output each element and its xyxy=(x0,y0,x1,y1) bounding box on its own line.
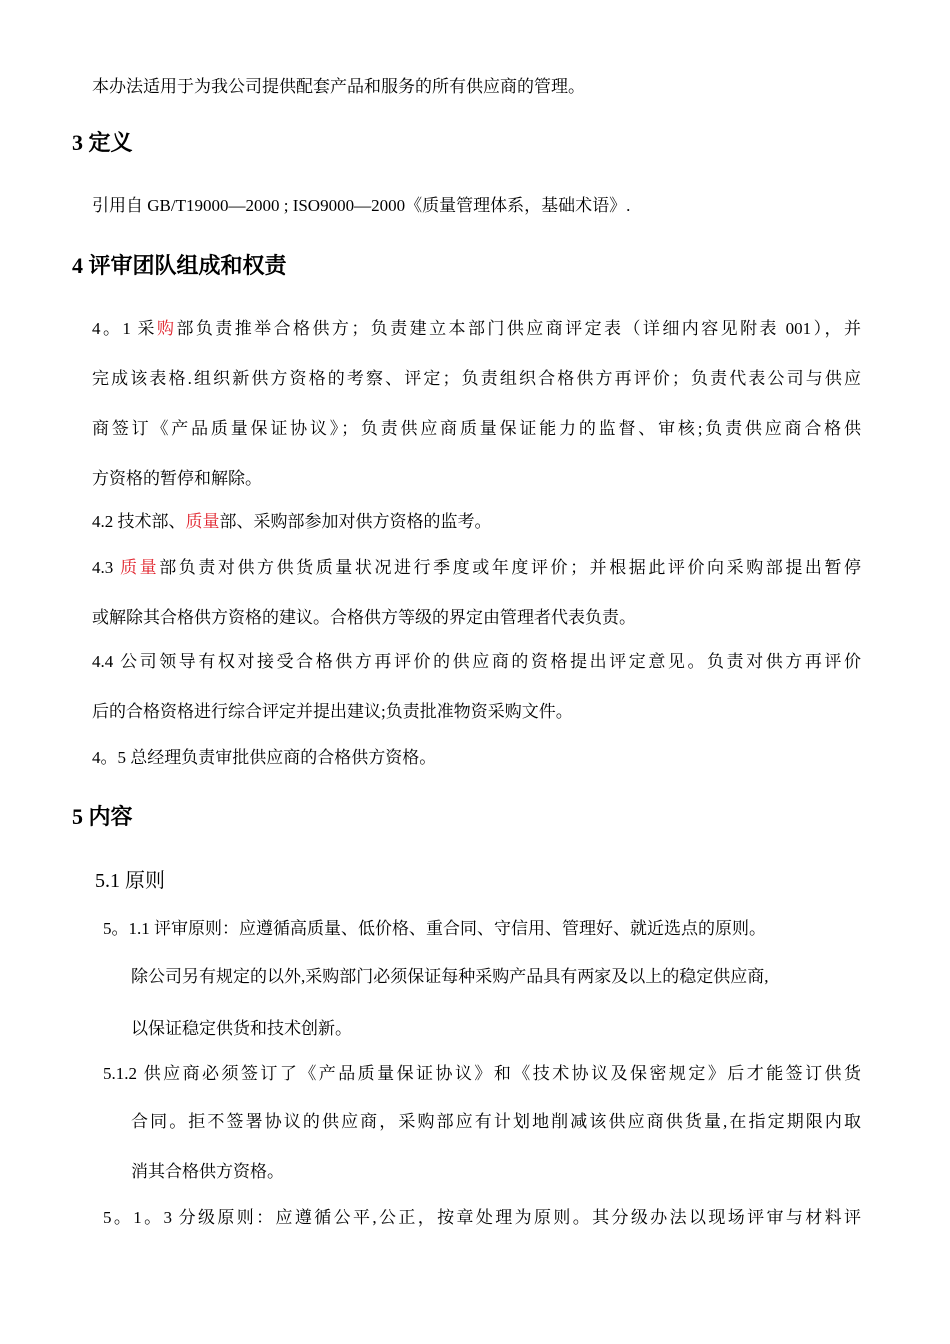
para-4-1-line-2: 完成该表格.组织新供方资格的考察、评定；负责组织合格供方再评价；负责代表公司与供应 xyxy=(92,369,861,388)
section-3-heading: 3 定义 xyxy=(72,130,133,155)
highlight-text: 购 xyxy=(157,319,177,338)
highlight-text: 质量 xyxy=(185,512,220,531)
para-5-1-2-line-3: 消其合格供方资格。 xyxy=(131,1162,284,1181)
scope-paragraph: 本办法适用于为我公司提供配套产品和服务的所有供应商的管理。 xyxy=(92,77,585,96)
para-4-5: 4。5 总经理负责审批供应商的合格供方资格。 xyxy=(92,748,437,767)
section-5-heading: 5 内容 xyxy=(72,804,133,829)
para-5-1-2-line-1: 5.1.2 供应商必须签订了《产品质量保证协议》和《技术协议及保密规定》后才能签订供货 xyxy=(103,1064,861,1083)
para-5-1-3-line-1: 5。1。3 分级原则：应遵循公平,公正，按章处理为原则。其分级办法以现场评审与材料评 xyxy=(103,1208,861,1227)
section-4-heading: 4 评审团队组成和权责 xyxy=(72,253,287,278)
para-4-1-line-4: 方资格的暂停和解除。 xyxy=(92,469,262,488)
para-5-1-2-line-2: 合同。拒不签署协议的供应商，采购部应有计划地削减该供应商供货量,在指定期限内取 xyxy=(131,1112,861,1131)
para-4-2: 4.2 技术部、质量部、采购部参加对供方资格的监考。 xyxy=(92,512,492,531)
para-5-1-1-line-3: 以保证稳定供货和技术创新。 xyxy=(131,1019,352,1038)
para-4-4-line-2: 后的合格资格进行综合评定并提出建议;负责批准物资采购文件。 xyxy=(92,702,573,721)
para-4-4-line-1: 4.4 公司领导有权对接受合格供方再评价的供应商的资格提出评定意见。负责对供方再评价 xyxy=(92,652,861,671)
subsection-5-1-heading: 5.1 原则 xyxy=(95,870,165,892)
para-4-1-line-1: 4。1 采购部负责推举合格供方；负责建立本部门供应商评定表（详细内容见附表 001），并 xyxy=(92,319,861,338)
para-5-1-1-line-1: 5。1.1 评审原则：应遵循高质量、低价格、重合同、守信用、管理好、就近选点的原则。 xyxy=(103,919,766,938)
para-5-1-1-line-2: 除公司另有规定的以外,采购部门必须保证每种采购产品具有两家及以上的稳定供应商, xyxy=(131,967,769,986)
section-3-text: 引用自 GB/T19000—2000 ; ISO9000—2000《质量管理体系，基础术语》. xyxy=(92,196,631,215)
para-4-1-line-3: 商签订《产品质量保证协议》；负责供应商质量保证能力的监督、审核;负责供应商合格供 xyxy=(92,419,861,438)
para-4-3-line-1: 4.3 质量部负责对供方供货质量状况进行季度或年度评价；并根据此评价向采购部提出暂停 xyxy=(92,558,862,577)
highlight-text: 质量 xyxy=(120,558,160,577)
para-4-3-line-2: 或解除其合格供方资格的建议。合格供方等级的界定由管理者代表负责。 xyxy=(92,608,636,627)
